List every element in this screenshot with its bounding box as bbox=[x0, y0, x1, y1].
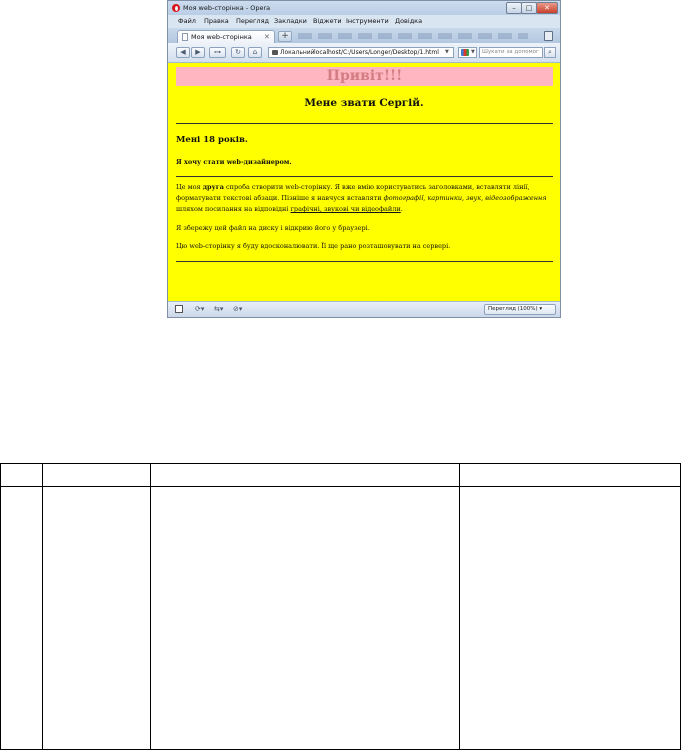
search-input[interactable]: Шукати за допомог bbox=[479, 47, 543, 58]
menu-view[interactable]: Перегляд bbox=[236, 17, 269, 25]
media-link[interactable]: графічні, звукові чи відеофайли bbox=[290, 205, 401, 213]
menu-edit[interactable]: Правка bbox=[204, 17, 229, 25]
home-button[interactable]: ⌂ bbox=[248, 47, 262, 58]
search-engine-select[interactable] bbox=[458, 47, 477, 58]
url-input[interactable] bbox=[268, 47, 454, 58]
url-dropdown-icon[interactable]: ▼ bbox=[445, 49, 449, 55]
paragraph-2: Я збережу цей файл на диску і відкрию його у браузері. bbox=[176, 224, 370, 232]
address-toolbar bbox=[168, 43, 560, 63]
table-column-divider bbox=[459, 463, 460, 750]
engine-dropdown-icon[interactable]: ▼ bbox=[471, 49, 475, 55]
page-heading-3: Мені 18 років. bbox=[176, 135, 248, 145]
table-column-divider bbox=[0, 463, 1, 750]
local-label: Локальний bbox=[280, 49, 315, 56]
opera-turbo-icon[interactable]: ⇆▾ bbox=[214, 305, 224, 313]
menu-widgets[interactable]: Віджети bbox=[313, 17, 342, 25]
horizontal-rule bbox=[176, 123, 553, 124]
menu-bookmarks[interactable]: Закладки bbox=[274, 17, 307, 25]
greeting-banner bbox=[176, 67, 553, 86]
window-title: Моя web-сторінка - Opera bbox=[183, 4, 271, 12]
paragraph-3: Цю web-сторінку я буду вдосконалювати. Її ще рано розташовувати на сервері. bbox=[176, 242, 451, 250]
reload-button[interactable]: ↻ bbox=[231, 47, 245, 58]
paragraph-text: . bbox=[400, 205, 403, 213]
page-heading-1: Привіт!!! bbox=[326, 68, 403, 84]
paragraph-1 bbox=[176, 182, 554, 215]
italic-text: фотографії, картинки, звук, відеозображення bbox=[383, 194, 547, 202]
search-button[interactable]: ⌕ bbox=[544, 47, 556, 58]
horizontal-rule bbox=[176, 176, 553, 177]
opera-unite-icon[interactable]: ⟳▾ bbox=[195, 305, 205, 313]
tab-bar bbox=[168, 28, 560, 43]
bold-text: друга bbox=[202, 183, 224, 191]
page-heading-5: Я хочу стати web-дизайнером. bbox=[176, 158, 292, 166]
maximize-button[interactable]: □ bbox=[521, 2, 537, 14]
status-bar bbox=[168, 301, 560, 317]
back-button[interactable]: ◀ bbox=[176, 47, 190, 58]
table-border-top bbox=[0, 463, 681, 464]
table-column-divider bbox=[42, 463, 43, 750]
table-column-divider bbox=[150, 463, 151, 750]
menu-tools[interactable]: Інструменти bbox=[346, 17, 389, 25]
tab-label: Моя web-сторінка bbox=[191, 33, 252, 41]
paragraph-text: шляхом посилання на відповідні bbox=[176, 205, 291, 213]
zoom-control[interactable]: Перегляд (100%) ▾ bbox=[484, 304, 556, 315]
menu-help[interactable]: Довідка bbox=[395, 17, 423, 25]
key-icon[interactable]: ⊶ bbox=[209, 47, 226, 58]
menu-file[interactable]: Файл bbox=[178, 17, 196, 25]
paragraph-text: спроба створити web-сторінку. Я вже вмію користуватись заголовками, вставляти лінії, форматувати текстові абзаци. Пізніше я навчуся вставляти bbox=[176, 183, 530, 202]
horizontal-rule bbox=[176, 261, 553, 262]
computer-icon bbox=[272, 50, 278, 55]
tab-active[interactable] bbox=[177, 30, 275, 43]
close-button[interactable]: ✕ bbox=[536, 2, 558, 14]
page-viewport bbox=[168, 63, 560, 301]
browser-window bbox=[167, 0, 561, 318]
forward-button[interactable]: ▶ bbox=[191, 47, 205, 58]
trash-icon[interactable] bbox=[544, 31, 553, 41]
new-tab-button[interactable]: + bbox=[278, 31, 292, 42]
tab-bar-background bbox=[298, 33, 528, 39]
empty-table bbox=[0, 463, 681, 750]
minimize-button[interactable]: – bbox=[506, 2, 522, 14]
google-icon bbox=[461, 49, 469, 56]
page-icon bbox=[182, 33, 188, 41]
menu-bar bbox=[168, 15, 560, 28]
paragraph-text: Це моя bbox=[176, 183, 203, 191]
table-header-divider bbox=[0, 486, 681, 487]
page-heading-2: Мене звати Сергій. bbox=[304, 97, 424, 109]
opera-logo-icon bbox=[172, 4, 180, 12]
title-bar bbox=[168, 1, 560, 15]
panel-toggle-icon[interactable] bbox=[175, 305, 183, 313]
content-block-icon[interactable]: ⊘▾ bbox=[233, 305, 243, 313]
url-text[interactable]: localhost/C:/Users/Longer/Desktop/1.html bbox=[314, 49, 439, 56]
tab-close-icon[interactable]: ✕ bbox=[264, 33, 270, 41]
